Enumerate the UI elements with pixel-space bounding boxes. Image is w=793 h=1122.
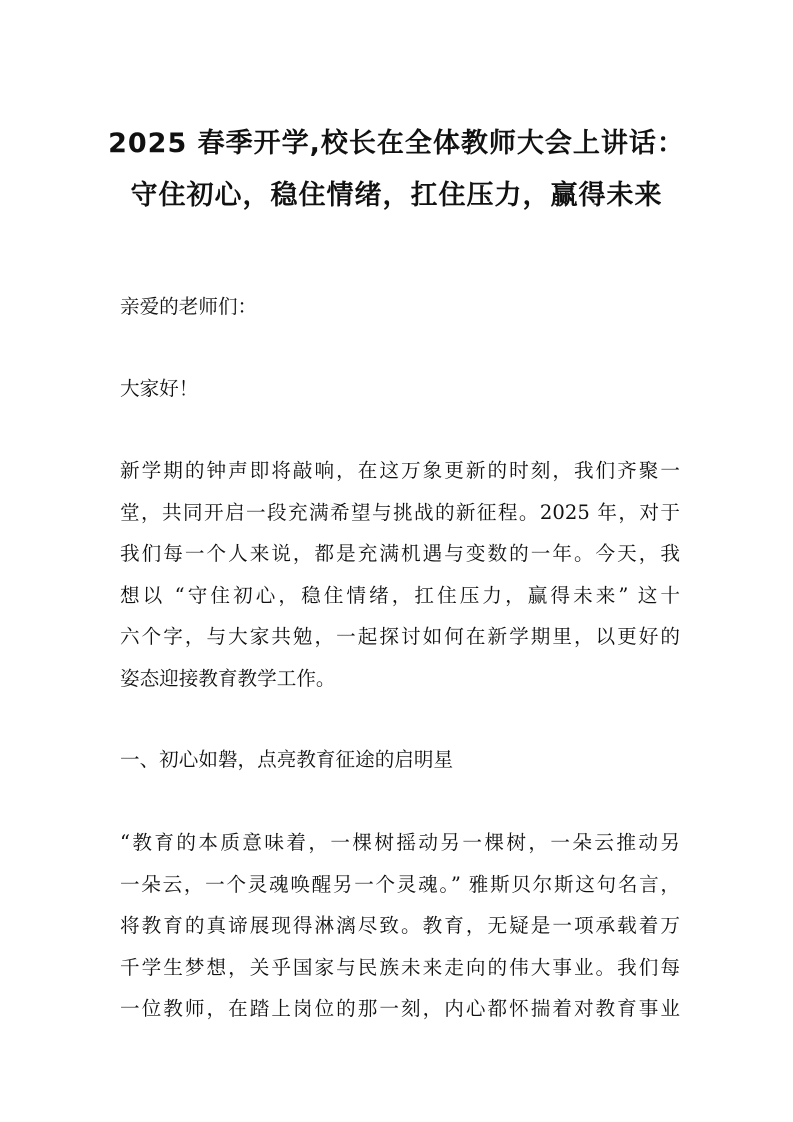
paragraph-line: 姿态迎接教育教学工作。	[120, 666, 336, 690]
paragraph-line: 一位教师，在踏上岗位的那一刻，内心都怀揣着对教育事业	[120, 997, 680, 1020]
section-heading-1: 一、初心如磐，点亮教育征途的启明星	[120, 748, 454, 771]
paragraph-line: 将教育的真谛展现得淋漓尽致。教育，无疑是一项承载着万	[120, 914, 680, 937]
section1-paragraph	[120, 822, 680, 1030]
intro-paragraph	[120, 450, 680, 699]
paragraph-line: 我们每一个人来说，都是充满机遇与变数的一年。今天，我	[120, 542, 680, 565]
document-title	[80, 118, 713, 222]
paragraph-line: 六个字，与大家共勉，一起探讨如何在新学期里，以更好的	[120, 625, 680, 648]
paragraph-line: 想以 “守住初心，稳住情绪，扛住压力，赢得未来” 这十	[120, 583, 680, 607]
title-line-1: 2025 春季开学,校长在全体教师大会上讲话：	[108, 128, 685, 159]
greeting: 大家好！	[120, 377, 199, 400]
salutation: 亲爱的老师们：	[120, 295, 258, 318]
paragraph-line: 千学生梦想，关乎国家与民族未来走向的伟大事业。我们每	[120, 955, 680, 979]
paragraph-line: “教育的本质意味着，一棵树摇动另一棵树，一朵云推动另	[120, 831, 680, 854]
paragraph-line: 一朵云，一个灵魂唤醒另一个灵魂。” 雅斯贝尔斯这句名言，	[120, 872, 680, 896]
title-line-2: 守住初心，稳住情绪，扛住压力，赢得未来	[130, 180, 663, 211]
paragraph-line: 新学期的钟声即将敲响，在这万象更新的时刻，我们齐聚一	[120, 459, 680, 482]
paragraph-line: 堂，共同开启一段充满希望与挑战的新征程。2025 年，对于	[120, 500, 680, 524]
